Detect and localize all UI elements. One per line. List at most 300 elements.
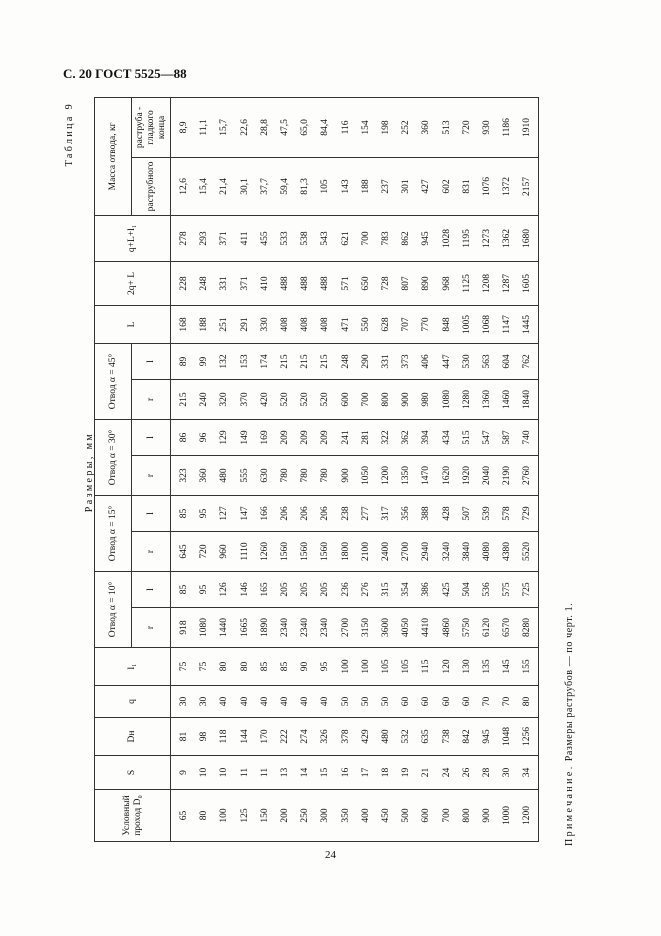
table-cell: 1890 xyxy=(255,608,275,648)
table-cell: 60 xyxy=(396,686,416,718)
table-cell: 127 xyxy=(214,495,234,531)
table-cell: 411 xyxy=(235,215,255,261)
header-bend-15: Отвод α = 15° xyxy=(95,495,132,571)
table-title: Таблица 9 xyxy=(64,102,75,167)
table-cell: 278 xyxy=(171,215,195,261)
table-row xyxy=(255,97,275,841)
table-cell: 2340 xyxy=(295,608,315,648)
table-cell: 1050 xyxy=(356,455,376,495)
table-cell: 3840 xyxy=(457,531,477,571)
table-cell: 536 xyxy=(477,571,497,607)
table-cell: 539 xyxy=(477,495,497,531)
table-row xyxy=(437,97,457,841)
table-cell: 602 xyxy=(437,157,457,215)
header-bend-45: Отвод α = 45° xyxy=(95,343,132,419)
table-cell: 890 xyxy=(416,261,436,305)
table-body xyxy=(171,97,539,841)
table-cell: 1605 xyxy=(517,261,538,305)
table-cell: 170 xyxy=(255,718,275,756)
table-cell: 80 xyxy=(194,790,214,842)
note-text: Размеры раструбов — по черт. 1. xyxy=(564,602,575,762)
table-cell: 129 xyxy=(214,419,234,455)
table-cell: 105 xyxy=(396,648,416,686)
table-cell: 628 xyxy=(376,305,396,343)
table-cell: 740 xyxy=(517,419,538,455)
table-cell: 222 xyxy=(275,718,295,756)
table-cell: 135 xyxy=(477,648,497,686)
table-cell: 532 xyxy=(396,718,416,756)
table-cell: 408 xyxy=(295,305,315,343)
table-cell: 621 xyxy=(336,215,356,261)
table-row xyxy=(457,97,477,841)
table-cell: 1910 xyxy=(517,97,538,157)
table-cell: 1665 xyxy=(235,608,255,648)
table-cell: 370 xyxy=(235,379,255,419)
table-cell: 11 xyxy=(235,756,255,790)
table-cell: 2340 xyxy=(275,608,295,648)
table-cell: 408 xyxy=(275,305,295,343)
table-cell: 488 xyxy=(315,261,335,305)
table-cell: 80 xyxy=(235,648,255,686)
table-cell: 600 xyxy=(336,379,356,419)
table-cell: 2700 xyxy=(396,531,416,571)
table-cell: 1048 xyxy=(497,718,517,756)
table-cell: 130 xyxy=(457,648,477,686)
table-cell: 320 xyxy=(214,379,234,419)
table-cell: 1110 xyxy=(235,531,255,571)
table-cell: 538 xyxy=(295,215,315,261)
table-cell: 317 xyxy=(376,495,396,531)
table-cell: 28,8 xyxy=(255,97,275,157)
table-cell: 40 xyxy=(235,686,255,718)
table-cell: 96 xyxy=(194,419,214,455)
table-cell: 150 xyxy=(255,790,275,842)
table-row xyxy=(194,97,214,841)
table-cell: 645 xyxy=(171,531,195,571)
table-cell: 408 xyxy=(315,305,335,343)
header-mass-socket: раструбного xyxy=(132,157,171,215)
table-cell: 89 xyxy=(171,343,195,379)
table-cell: 228 xyxy=(171,261,195,305)
table-cell: 81 xyxy=(171,718,195,756)
table-cell: 331 xyxy=(376,343,396,379)
table-cell: 281 xyxy=(356,419,376,455)
table-cell: 21,4 xyxy=(214,157,234,215)
table-cell: 707 xyxy=(396,305,416,343)
table-cell: 155 xyxy=(517,648,538,686)
table-cell: 520 xyxy=(295,379,315,419)
table-cell: 720 xyxy=(194,531,214,571)
table-cell: 116 xyxy=(336,97,356,157)
table-cell: 174 xyxy=(255,343,275,379)
table-cell: 75 xyxy=(194,648,214,686)
table-cell: 5520 xyxy=(517,531,538,571)
table-cell: 198 xyxy=(376,97,396,157)
table-cell: 530 xyxy=(457,343,477,379)
table-cell: 40 xyxy=(214,686,234,718)
table-cell: 14 xyxy=(295,756,315,790)
table-cell: 18 xyxy=(376,756,396,790)
table-cell: 770 xyxy=(416,305,436,343)
table-cell: 10 xyxy=(194,756,214,790)
table-cell: 144 xyxy=(235,718,255,756)
table-caption: Размеры, мм xyxy=(84,431,95,513)
table-cell: 21 xyxy=(416,756,436,790)
table-cell: 563 xyxy=(477,343,497,379)
table-note xyxy=(564,603,575,846)
table-cell: 81,3 xyxy=(295,157,315,215)
table-cell: 85 xyxy=(255,648,275,686)
table-cell: 4380 xyxy=(497,531,517,571)
table-cell: 40 xyxy=(255,686,275,718)
table-cell: 350 xyxy=(336,790,356,842)
table-cell: 428 xyxy=(437,495,457,531)
table-cell: 900 xyxy=(396,379,416,419)
table-cell: 371 xyxy=(235,261,255,305)
table-cell: 30 xyxy=(171,686,195,718)
header-l1: l₁ xyxy=(95,648,171,686)
table-cell: 1360 xyxy=(477,379,497,419)
table-cell: 293 xyxy=(194,215,214,261)
table-cell: 533 xyxy=(275,215,295,261)
table-cell: 60 xyxy=(457,686,477,718)
table-cell: 480 xyxy=(214,455,234,495)
table-cell: 1200 xyxy=(517,790,538,842)
table-row xyxy=(315,97,335,841)
table-cell: 209 xyxy=(295,419,315,455)
table-cell: 738 xyxy=(437,718,457,756)
table-cell: 200 xyxy=(275,790,295,842)
header-mass: Масса отвода, кг xyxy=(95,97,132,215)
table-cell: 125 xyxy=(235,790,255,842)
table-cell: 1195 xyxy=(457,215,477,261)
table-cell: 930 xyxy=(477,97,497,157)
table-cell: 650 xyxy=(356,261,376,305)
table-cell: 40 xyxy=(275,686,295,718)
header-l-30: l xyxy=(132,419,171,455)
table-cell: 1200 xyxy=(376,455,396,495)
page-header: С. 20 ГОСТ 5525—88 xyxy=(63,66,187,81)
table-cell: 126 xyxy=(214,571,234,607)
table-cell: 354 xyxy=(396,571,416,607)
table-cell: 248 xyxy=(194,261,214,305)
table-cell: 95 xyxy=(315,648,335,686)
table-cell: 240 xyxy=(194,379,214,419)
table-cell: 2760 xyxy=(517,455,538,495)
table-cell: 165 xyxy=(255,571,275,607)
table-cell: 1028 xyxy=(437,215,457,261)
table-cell: 315 xyxy=(376,571,396,607)
table-cell: 1445 xyxy=(517,305,538,343)
table-cell: 326 xyxy=(315,718,335,756)
table-cell: 238 xyxy=(336,495,356,531)
table-cell: 205 xyxy=(315,571,335,607)
table-cell: 807 xyxy=(396,261,416,305)
table-cell: 360 xyxy=(194,455,214,495)
table-cell: 700 xyxy=(437,790,457,842)
table-cell: 600 xyxy=(416,790,436,842)
table-cell: 188 xyxy=(194,305,214,343)
table-cell: 720 xyxy=(457,97,477,157)
table-cell: 86 xyxy=(171,419,195,455)
table-cell: 40 xyxy=(315,686,335,718)
table-cell: 780 xyxy=(275,455,295,495)
table-cell: 420 xyxy=(255,379,275,419)
header-bend-10: Отвод α = 10° xyxy=(95,571,132,647)
table-cell: 520 xyxy=(315,379,335,419)
table-cell: 1147 xyxy=(497,305,517,343)
table-cell: 188 xyxy=(356,157,376,215)
table-row xyxy=(416,97,436,841)
table-cell: 301 xyxy=(396,157,416,215)
table-cell: 1920 xyxy=(457,455,477,495)
table-row xyxy=(336,97,356,841)
table-cell: 447 xyxy=(437,343,457,379)
header-l-45: l xyxy=(132,343,171,379)
table-cell: 2340 xyxy=(315,608,335,648)
table-cell: 2190 xyxy=(497,455,517,495)
table-row xyxy=(517,97,538,841)
table-cell: 1560 xyxy=(295,531,315,571)
table-cell: 206 xyxy=(275,495,295,531)
table-cell: 251 xyxy=(214,305,234,343)
table-cell: 1460 xyxy=(497,379,517,419)
table-cell: 60 xyxy=(437,686,457,718)
table-cell: 19 xyxy=(396,756,416,790)
table-row xyxy=(497,97,517,841)
table-cell: 206 xyxy=(315,495,335,531)
table-cell: 400 xyxy=(356,790,376,842)
table-cell: 373 xyxy=(396,343,416,379)
table-row xyxy=(376,97,396,841)
table-cell: 147 xyxy=(235,495,255,531)
table-cell: 968 xyxy=(437,261,457,305)
table-cell: 70 xyxy=(497,686,517,718)
table-cell: 543 xyxy=(315,215,335,261)
table-cell: 800 xyxy=(457,790,477,842)
dimensions-table xyxy=(94,97,539,842)
table-row xyxy=(396,97,416,841)
table-cell: 1620 xyxy=(437,455,457,495)
table-cell: 99 xyxy=(194,343,214,379)
table-cell: 100 xyxy=(336,648,356,686)
table-cell: 429 xyxy=(356,718,376,756)
table-cell: 980 xyxy=(416,379,436,419)
header-r-15: r xyxy=(132,531,171,571)
table-cell: 8280 xyxy=(517,608,538,648)
table-cell: 65 xyxy=(171,790,195,842)
table-cell: 578 xyxy=(497,495,517,531)
header-L: L xyxy=(95,305,171,343)
table-cell: 1470 xyxy=(416,455,436,495)
table-cell: 50 xyxy=(336,686,356,718)
table-cell: 50 xyxy=(356,686,376,718)
table-cell: 4050 xyxy=(396,608,416,648)
table-cell: 425 xyxy=(437,571,457,607)
table-cell: 209 xyxy=(275,419,295,455)
table-cell: 153 xyxy=(235,343,255,379)
table-cell: 290 xyxy=(356,343,376,379)
table-cell: 95 xyxy=(194,495,214,531)
table-cell: 1287 xyxy=(497,261,517,305)
table-cell: 488 xyxy=(295,261,315,305)
table-cell: 28 xyxy=(477,756,497,790)
table-cell: 146 xyxy=(235,571,255,607)
table-cell: 604 xyxy=(497,343,517,379)
table-cell: 11,1 xyxy=(194,97,214,157)
table-cell: 700 xyxy=(356,379,376,419)
table-cell: 15 xyxy=(315,756,335,790)
header-q: q xyxy=(95,686,171,718)
table-cell: 587 xyxy=(497,419,517,455)
table-cell: 70 xyxy=(477,686,497,718)
table-cell: 105 xyxy=(376,648,396,686)
table-cell: 555 xyxy=(235,455,255,495)
table-cell: 252 xyxy=(396,97,416,157)
table-cell: 169 xyxy=(255,419,275,455)
table-cell: 98 xyxy=(194,718,214,756)
table-cell: 1680 xyxy=(517,215,538,261)
table-cell: 100 xyxy=(214,790,234,842)
header-r-45: r xyxy=(132,379,171,419)
table-cell: 1076 xyxy=(477,157,497,215)
table-cell: 729 xyxy=(517,495,538,531)
table-cell: 783 xyxy=(376,215,396,261)
table-cell: 17 xyxy=(356,756,376,790)
table-cell: 143 xyxy=(336,157,356,215)
table-cell: 831 xyxy=(457,157,477,215)
table-cell: 300 xyxy=(315,790,335,842)
table-cell: 22,6 xyxy=(235,97,255,157)
table-cell: 50 xyxy=(376,686,396,718)
table-cell: 80 xyxy=(214,648,234,686)
table-cell: 250 xyxy=(295,790,315,842)
table-cell: 1186 xyxy=(497,97,517,157)
table-cell: 5750 xyxy=(457,608,477,648)
table-cell: 1005 xyxy=(457,305,477,343)
table-cell: 215 xyxy=(295,343,315,379)
table-cell: 480 xyxy=(376,718,396,756)
table-cell: 26 xyxy=(457,756,477,790)
table-cell: 13 xyxy=(275,756,295,790)
table-cell: 11 xyxy=(255,756,275,790)
table-cell: 2040 xyxy=(477,455,497,495)
table-cell: 780 xyxy=(315,455,335,495)
table-cell: 330 xyxy=(255,305,275,343)
table-cell: 3150 xyxy=(356,608,376,648)
table-cell: 513 xyxy=(437,97,457,157)
table-cell: 291 xyxy=(235,305,255,343)
table-cell: 30,1 xyxy=(235,157,255,215)
table-cell: 3600 xyxy=(376,608,396,648)
table-cell: 4860 xyxy=(437,608,457,648)
table-cell: 471 xyxy=(336,305,356,343)
table-cell: 60 xyxy=(416,686,436,718)
table-cell: 1362 xyxy=(497,215,517,261)
table-cell: 6120 xyxy=(477,608,497,648)
table-cell: 842 xyxy=(457,718,477,756)
header-r-10: r xyxy=(132,608,171,648)
table-cell: 1260 xyxy=(255,531,275,571)
header-l-15: l xyxy=(132,495,171,531)
table-cell: 635 xyxy=(416,718,436,756)
table-cell: 277 xyxy=(356,495,376,531)
table-cell: 331 xyxy=(214,261,234,305)
table-cell: 762 xyxy=(517,343,538,379)
table-cell: 16 xyxy=(336,756,356,790)
table-cell: 59,4 xyxy=(275,157,295,215)
table-cell: 118 xyxy=(214,718,234,756)
table-row xyxy=(171,97,195,841)
table-cell: 15,7 xyxy=(214,97,234,157)
table-cell: 2400 xyxy=(376,531,396,571)
table-cell: 1080 xyxy=(437,379,457,419)
table-cell: 209 xyxy=(315,419,335,455)
table-cell: 388 xyxy=(416,495,436,531)
table-cell: 1208 xyxy=(477,261,497,305)
table-cell: 85 xyxy=(171,571,195,607)
table-cell: 725 xyxy=(517,571,538,607)
table-cell: 1000 xyxy=(497,790,517,842)
table-cell: 12,6 xyxy=(171,157,195,215)
table-cell: 95 xyxy=(194,571,214,607)
table-cell: 10 xyxy=(214,756,234,790)
table-cell: 960 xyxy=(214,531,234,571)
table-row xyxy=(275,97,295,841)
table-cell: 1800 xyxy=(336,531,356,571)
table-cell: 488 xyxy=(275,261,295,305)
table-cell: 1080 xyxy=(194,608,214,648)
table-cell: 900 xyxy=(477,790,497,842)
table-cell: 241 xyxy=(336,419,356,455)
table-cell: 24 xyxy=(437,756,457,790)
table-cell: 84,4 xyxy=(315,97,335,157)
table-cell: 75 xyxy=(171,648,195,686)
table-cell: 120 xyxy=(437,648,457,686)
table-cell: 236 xyxy=(336,571,356,607)
table-cell: 85 xyxy=(171,495,195,531)
table-cell: 1560 xyxy=(275,531,295,571)
table-cell: 323 xyxy=(171,455,195,495)
table-cell: 215 xyxy=(171,379,195,419)
table-cell: 40 xyxy=(295,686,315,718)
table-row xyxy=(295,97,315,841)
table-cell: 206 xyxy=(295,495,315,531)
header-l-10: l xyxy=(132,571,171,607)
table-cell: 8,9 xyxy=(171,97,195,157)
table-cell: 520 xyxy=(275,379,295,419)
header-dn: Dн xyxy=(95,718,171,756)
table-cell: 215 xyxy=(315,343,335,379)
table-cell: 945 xyxy=(416,215,436,261)
table-cell: 4410 xyxy=(416,608,436,648)
table-cell: 800 xyxy=(376,379,396,419)
table-cell: 1350 xyxy=(396,455,416,495)
table-row xyxy=(477,97,497,841)
table-cell: 149 xyxy=(235,419,255,455)
table-cell: 728 xyxy=(376,261,396,305)
table-cell: 166 xyxy=(255,495,275,531)
table-cell: 248 xyxy=(336,343,356,379)
header-mass-smooth: раструба - гладкого конца xyxy=(132,97,171,157)
table-row xyxy=(235,97,255,841)
table-cell: 237 xyxy=(376,157,396,215)
table-cell: 276 xyxy=(356,571,376,607)
table-cell: 455 xyxy=(255,215,275,261)
header-2q-L: 2q+ L xyxy=(95,261,171,305)
table-cell: 450 xyxy=(376,790,396,842)
table-cell: 47,5 xyxy=(275,97,295,157)
